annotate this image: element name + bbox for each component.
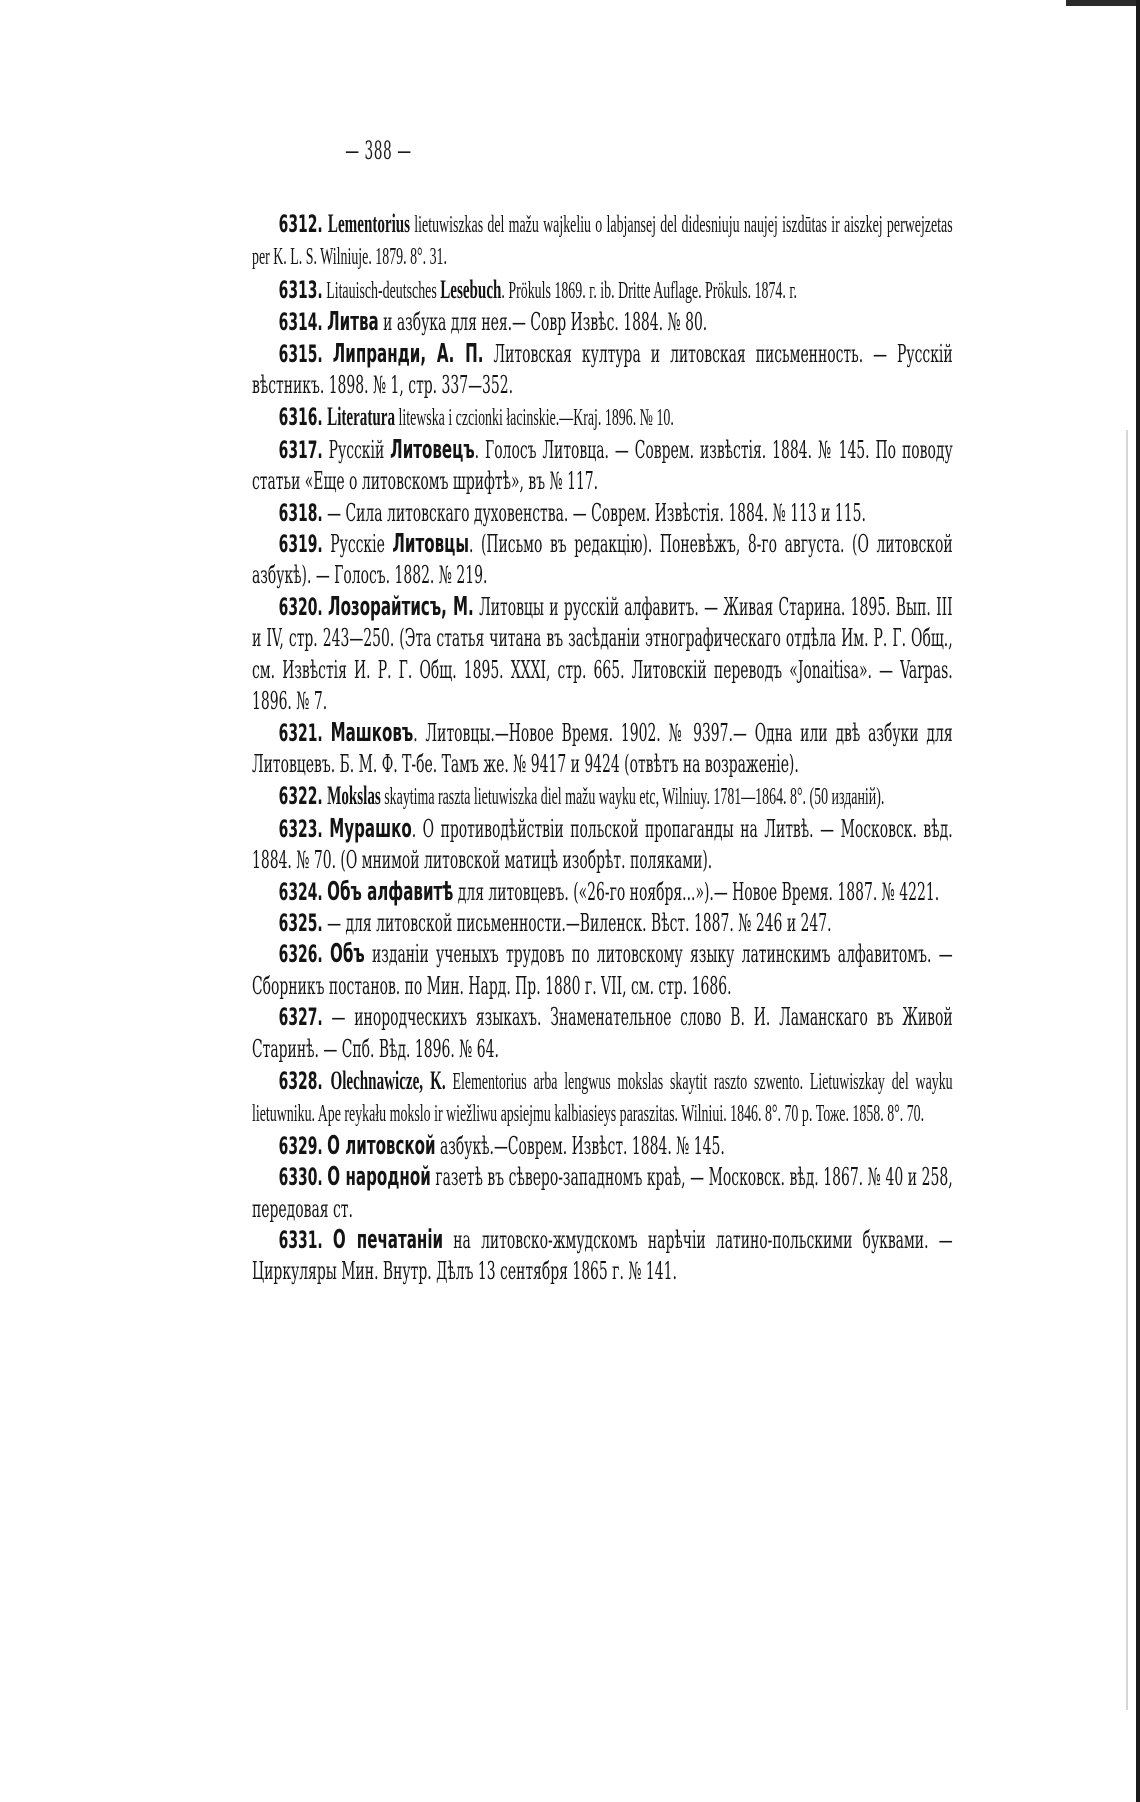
entry-heading: Объ алфавитѣ xyxy=(327,876,454,907)
entry-6326 xyxy=(252,939,953,1002)
entry-number: 6324. xyxy=(278,877,323,906)
entry-heading: О печатаніи xyxy=(332,1225,444,1255)
entry-6329 xyxy=(252,1131,953,1162)
entry-number: 6321. xyxy=(278,718,323,747)
entry-heading: Lesebuch xyxy=(440,274,502,304)
entry-heading: Лозорайтисъ, М. xyxy=(328,591,474,622)
page-number: — 388 — xyxy=(345,136,412,165)
entry-6330 xyxy=(252,1162,953,1225)
entry-text: Литовцы и русскій алфавитъ. — Живая Старина. 1895. Вып. III и IV, стр. 243—250. (Эта статья читана въ засѣданіи этнографическаго отдѣла Им. Р. Г. Общ., см. Извѣстія И. Р. Г. Общ. 1895. XXXI, стр. 665. Литовскій переводъ «Jonaitisa». — Varpas. 1896. № 7. xyxy=(252,592,953,716)
scan-mark xyxy=(1126,430,1128,1710)
entry-number: 6323. xyxy=(278,814,323,843)
entry-number: 6315. xyxy=(278,339,323,368)
entry-text: газетѣ въ сѣверо-западномъ краѣ, — Московск. вѣд. 1867. № 40 и 258, передовая ст. xyxy=(252,1163,953,1223)
entry-text-prefix: Litauisch-deutsches xyxy=(322,277,441,304)
entry-heading: Липранди, А. П. xyxy=(332,338,484,369)
entry-heading: Литва xyxy=(327,307,379,338)
entry-number: 6322. xyxy=(278,782,323,811)
entry-number: 6317. xyxy=(278,435,323,464)
entry-number: 6329. xyxy=(278,1131,323,1160)
entry-heading: Машковъ xyxy=(330,717,414,748)
entry-6312 xyxy=(252,208,953,274)
entry-6321 xyxy=(252,718,953,781)
entry-text: . О противодѣйствіи польской пропаганды на Литвѣ. — Московск. вѣд. 1884. № 70. (О мнимой литовской матицѣ изобрѣт. поляками). xyxy=(252,814,953,875)
scan-edge-top xyxy=(1066,0,1136,6)
entry-text: — для литовской письменности.—Виленск. Вѣст. 1887. № 246 и 247. xyxy=(322,908,832,937)
entry-heading: О народной xyxy=(327,1162,431,1193)
entry-6320 xyxy=(252,592,953,718)
entry-number: 6330. xyxy=(278,1163,323,1192)
entry-number: 6325. xyxy=(278,908,323,937)
entry-number: 6314. xyxy=(278,308,323,337)
entry-text: Elementorius arba lengwus mokslas skaytit raszto szwento. Lietuwiszkay del wayku lietuwniku. Ape reykału mokslo ir wiežliwu apsiejmu kalbiasieys paraszitas. Wilniui. 1846. 8°. 70 р. Тоже. 1858. 8°. 70. xyxy=(252,1068,953,1128)
entry-6324 xyxy=(252,877,953,908)
entry-number: 6316. xyxy=(278,403,323,432)
entry-6319 xyxy=(252,529,953,592)
entry-number: 6313. xyxy=(278,275,323,304)
entry-text: — инородческихъ языкахъ. Знаменательное слово В. И. Ламанскаго въ Живой Старинѣ. — Спб. Вѣд. 1896. № 64. xyxy=(252,1003,953,1063)
entry-heading: Lementorius xyxy=(327,209,411,238)
entry-heading: Объ xyxy=(330,939,365,970)
entry-6315 xyxy=(252,339,953,402)
entry-heading: Литовцы xyxy=(392,529,469,560)
entry-6318 xyxy=(252,498,953,529)
entry-heading: Мурашко xyxy=(329,813,412,844)
entry-6328 xyxy=(252,1065,953,1131)
scan-edge xyxy=(1136,0,1140,1802)
entry-text-prefix: Русскіе xyxy=(322,530,393,559)
bibliography-entries xyxy=(252,208,953,1288)
entry-text: . (Письмо въ редакцію). Поневѣжъ, 8-го августа. (О литовской азбукѣ). — Голосъ. 1882. № 219. xyxy=(252,530,953,590)
entry-text-prefix: Русскій xyxy=(322,435,391,464)
entry-heading: Literatura xyxy=(327,402,395,432)
entry-number: 6320. xyxy=(278,592,323,621)
entry-number: 6318. xyxy=(278,498,323,527)
entry-text: азбукѣ.—Соврем. Извѣст. 1884. № 145. xyxy=(435,1131,725,1160)
entry-6325 xyxy=(252,908,953,939)
entry-number: 6326. xyxy=(278,940,323,969)
entry-number: 6328. xyxy=(278,1066,323,1095)
entry-number: 6319. xyxy=(278,530,323,559)
entry-text: . Prökuls 1869. г. ib. Dritte Auflage. Prökuls. 1874. г. xyxy=(501,277,797,304)
entry-heading: О литовской xyxy=(327,1130,436,1161)
entry-number: 6331. xyxy=(278,1226,323,1254)
entry-6314 xyxy=(252,307,953,338)
entry-number: 6327. xyxy=(278,1003,323,1032)
entry-text: и азбука для нея.— Совр Извѣс. 1884. № 80. xyxy=(378,308,708,337)
entry-heading: Литовецъ xyxy=(390,434,475,465)
entry-6317 xyxy=(252,435,953,498)
entry-text: . Литовцы.—Новое Время. 1902. № 9397.— Одна или двѣ азбуки для Литовцевъ. Б. М. Ф. Т-бе. Тамъ же. № 9417 и 9424 (отвѣтъ на возраженіе). xyxy=(252,718,953,778)
entry-text: skaytima raszta lietuwiszka diel mažu wayku etc, Wilniuy. 1781—1864. 8°. (50 изданій). xyxy=(380,784,885,811)
entry-text: на литовско-жмудскомъ нарѣчіи латино-польскими буквами. — Циркуляры Мин. Внутр. Дѣлъ 13 сентября 1865 г. № 141. xyxy=(252,1226,953,1286)
entry-text: для литовцевъ. («26-го ноября...»).— Новое Время. 1887. № 4221. xyxy=(453,877,940,906)
entry-6313 xyxy=(252,274,953,307)
entry-6323 xyxy=(252,814,953,877)
entry-text: litewska i czcionki łacinskie.—Kraj. 1896. № 10. xyxy=(394,405,674,432)
entry-heading: Olechnawicze, K. xyxy=(330,1065,446,1095)
entry-text: Литовская култура и литовская письменность. — Русскій вѣстникъ. 1898. № 1, стр. 337—352. xyxy=(252,339,953,400)
entry-text: . Голосъ Литовца. — Соврем. извѣстія. 1884. № 145. По поводу статьи «Еще о литовскомъ шрифтѣ», въ № 117. xyxy=(252,435,953,496)
entry-6331 xyxy=(252,1225,953,1288)
entry-number: 6312. xyxy=(278,210,323,238)
entry-text: — Сила литовскаго духовенства. — Соврем. Извѣстія. 1884. № 113 и 115. xyxy=(322,498,866,527)
entry-text: lietuwiszkas del mažu wajkeliu o labjansej del didesniuju naujej iszdūtas ir aiszkej perwejzetas per K. L. S. Wilniuje. 1879. 8°. 31. xyxy=(252,212,953,271)
entry-heading: Mokslas xyxy=(327,781,381,811)
entry-6316 xyxy=(252,401,953,434)
entry-6327 xyxy=(252,1002,953,1065)
entry-6322 xyxy=(252,780,953,813)
entry-text: изданіи ученыхъ трудовъ по литовскому языку латинскимъ алфавитомъ. — Сборникъ постанов. по Мин. Нард. Пр. 1880 г. VII, см. стр. 1686. xyxy=(252,940,953,1000)
